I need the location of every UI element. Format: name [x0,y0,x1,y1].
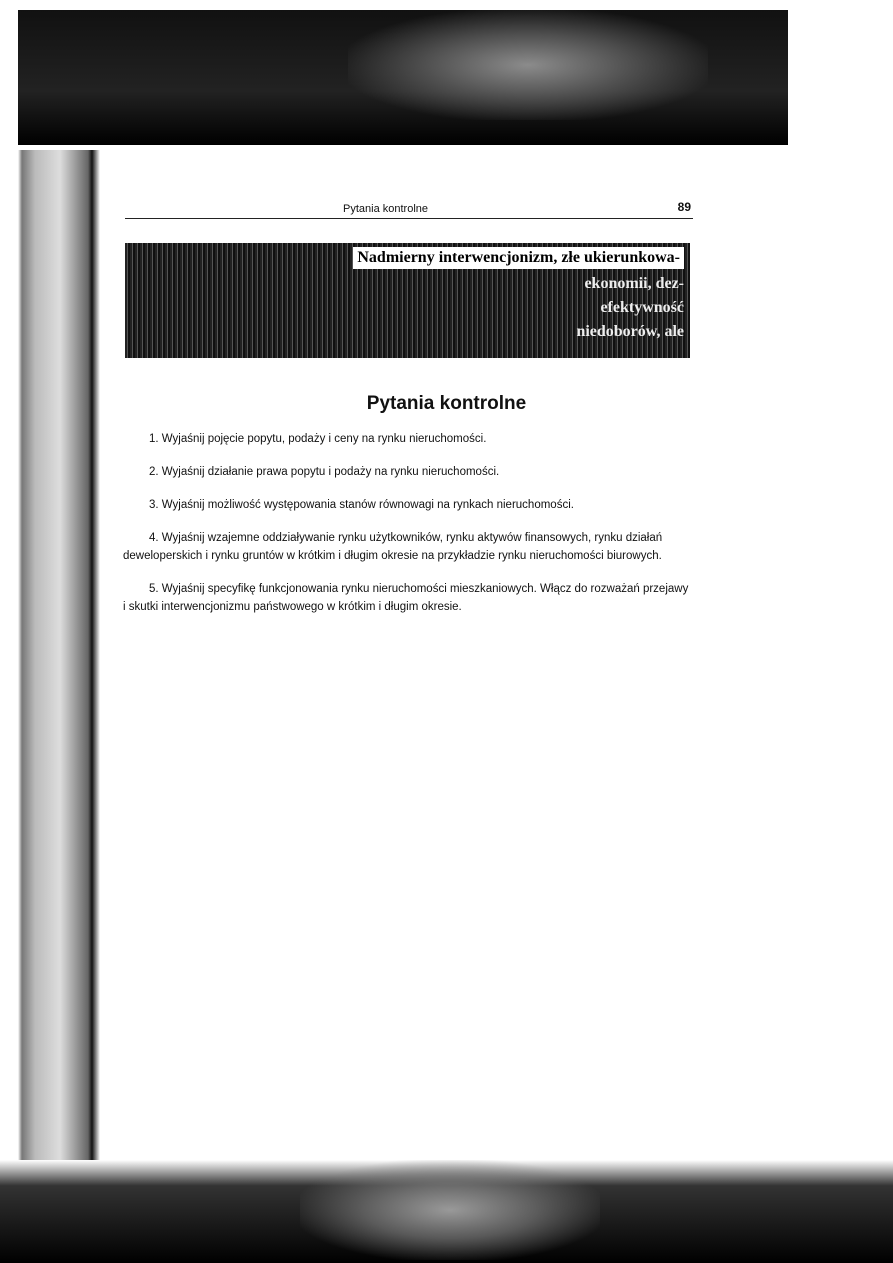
scan-shadow-top [18,10,788,145]
question-item: 4. Wyjaśnij wzajemne oddziaływanie rynku użytkowników, rynku aktywów finansowych, rynku działań deweloperskich i rynku gruntów w krótkim i długim okresie na przykładzie rynku nieruchomości biurowych. [123,532,663,562]
question-item: 3. Wyjaśnij możliwość występowania stanów równowagi na rynkach nieruchomości. [149,499,574,511]
scan-shadow-bottom [0,1160,893,1263]
question-list [123,430,693,631]
question-item: 2. Wyjaśnij działanie prawa popytu i podaży na rynku nieruchomości. [149,466,500,478]
obscured-paragraph [125,243,690,358]
question-item: 1. Wyjaśnij pojęcie popytu, podaży i ceny na rynku nieruchomości. [149,433,487,445]
running-head [125,200,693,219]
obscured-fragment: niedoborów, ale [576,323,684,340]
page-number: 89 [677,200,691,214]
question-item: 5. Wyjaśnij specyfikę funkcjonowania rynku nieruchomości mieszkaniowych. Włącz do rozważań przejawy i skutki interwencjonizmu państwowego w krótkim i długim okresie. [123,583,689,613]
obscured-fragment: efektywność [600,299,684,316]
section-title: Pytania kontrolne [366,393,527,414]
obscured-visible-text: Nadmierny interwencjonizm, złe ukierunkowa- [353,247,684,269]
running-head-title: Pytania kontrolne [343,203,428,215]
scan-binding-edge [0,150,100,1180]
obscured-fragment: ekonomii, dez- [584,275,684,292]
